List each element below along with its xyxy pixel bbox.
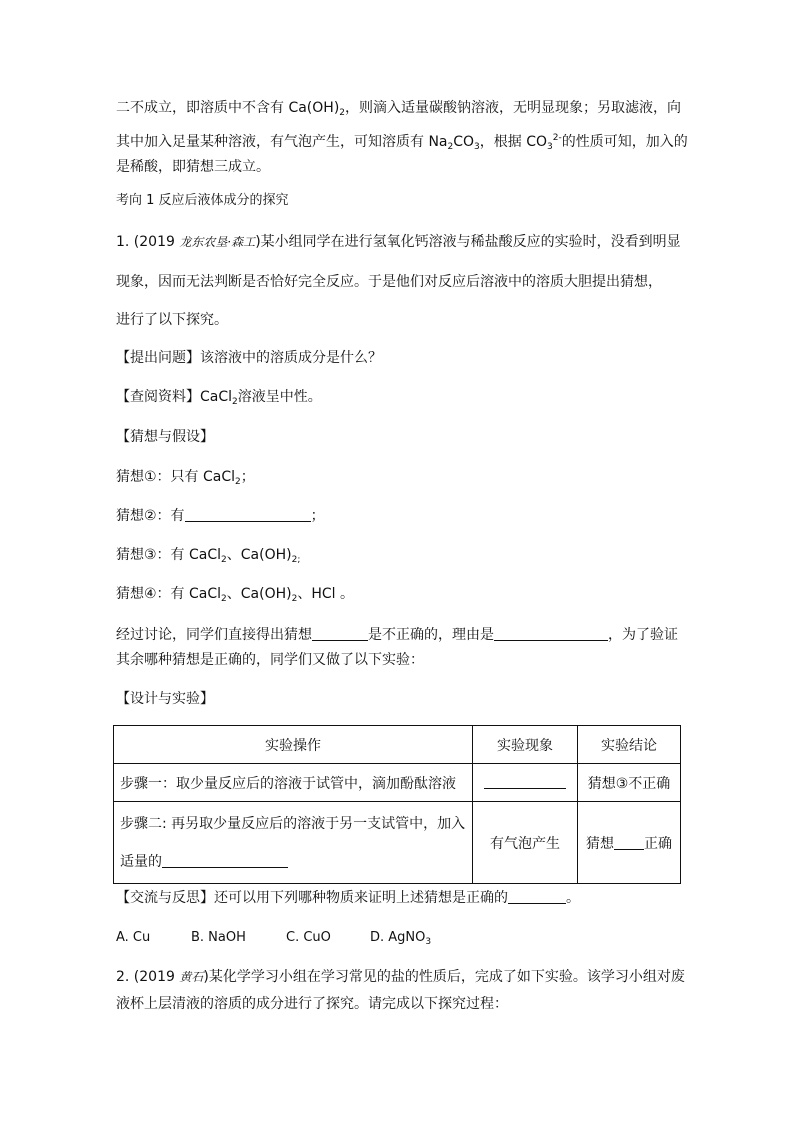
question-source: 黄石 xyxy=(179,970,204,984)
q1-line-1 xyxy=(116,232,681,252)
question-text: )某小组同学在进行氢氧化钙溶液与稀盐酸反应的实验时，没看到明显 xyxy=(255,234,681,250)
step2-operation-line2 xyxy=(120,843,466,881)
experiment-table xyxy=(113,725,681,884)
answer-blank[interactable] xyxy=(312,626,368,641)
answer-blank[interactable] xyxy=(185,507,311,522)
answer-blank[interactable] xyxy=(494,626,608,641)
info-text: 【查阅资料】CaCl xyxy=(116,389,233,405)
intro-text: 其中加入足量某种溶液，有气泡产生，可知溶质有 Na xyxy=(116,134,448,150)
reflection-text: 。 xyxy=(566,890,580,906)
hypothesis-text: 、HCl 。 xyxy=(297,586,354,602)
option-d[interactable] xyxy=(370,928,431,952)
hypothesis-4 xyxy=(116,584,354,609)
intro-line-2 xyxy=(116,128,688,157)
step1-conclusion: 猜想③不正确 xyxy=(578,764,681,802)
step2-text: 适量的 xyxy=(120,853,162,870)
table-header-row xyxy=(114,726,681,764)
discussion-text: 是不正确的，理由是 xyxy=(368,627,494,643)
subscript: 3 xyxy=(474,142,480,152)
answer-blank[interactable] xyxy=(162,853,288,868)
hypothesis-text: ； xyxy=(310,508,325,524)
subscript: 2 xyxy=(235,477,241,487)
option-d-text: D. AgNO xyxy=(370,930,426,945)
q1-line-2: 现象，因而无法判断是否恰好完全反应。于是他们对反应后溶液中的溶质大胆提出猜想， xyxy=(116,274,662,290)
hypothesis-1 xyxy=(116,467,255,492)
subscript: 2 xyxy=(447,142,454,152)
reflection-text: 【交流与反思】还可以用下列哪种物质来证明上述猜想是正确的 xyxy=(116,890,508,906)
hypothesis-text: 猜想③：有 CaCl xyxy=(116,547,222,563)
q1-line-3: 进行了以下探究。 xyxy=(116,312,228,328)
reflection xyxy=(116,888,580,908)
answer-blank[interactable] xyxy=(508,889,566,904)
discussion-line-1 xyxy=(116,625,678,645)
hypothesis-text: 猜想②：有 xyxy=(116,508,185,524)
q2-line-2: 液杯上层清液的溶质的成分进行了探究。请完成以下探究过程： xyxy=(116,996,508,1012)
discussion-line-2: 其余哪种猜想是正确的，同学们又做了以下实验： xyxy=(116,652,424,668)
hypothesis-text: 、Ca(OH) xyxy=(226,547,292,563)
q2-line-1 xyxy=(116,967,685,987)
subscript: 2 xyxy=(291,594,298,604)
intro-text: ，根据 CO xyxy=(479,134,548,150)
subscript: 2 xyxy=(232,397,238,407)
table-row xyxy=(114,764,681,802)
option-a[interactable]: A. Cu xyxy=(116,930,151,945)
step2-operation xyxy=(114,802,473,884)
discussion-text: 经过讨论，同学们直接得出猜想 xyxy=(116,627,312,643)
hypothesis-2 xyxy=(116,506,325,526)
intro-line-1 xyxy=(116,98,681,123)
intro-text: CO xyxy=(453,134,475,150)
step2-operation-line1: 步骤二: 再另取少量反应后的溶液于另一支试管中，加入 xyxy=(120,815,466,832)
subscript: 2 xyxy=(221,594,227,604)
hypothesis-3 xyxy=(116,545,300,570)
superscript: 2- xyxy=(552,133,562,143)
info-text: 溶液呈中性。 xyxy=(237,389,322,405)
subscript: 3 xyxy=(425,937,432,947)
question-number: 2. (2019 xyxy=(116,969,180,985)
design-title: 【设计与实验】 xyxy=(116,691,214,707)
question-number: 1. (2019 xyxy=(116,234,180,250)
q1-question: 【提出问题】该溶液中的溶质成分是什么？ xyxy=(116,350,382,366)
subscript: 2 xyxy=(221,555,227,565)
answer-blank[interactable] xyxy=(614,835,644,850)
conclusion-text: 正确 xyxy=(644,835,672,852)
question-source: 龙东农垦·森工 xyxy=(179,235,256,249)
hypothesis-text: 猜想④：有 CaCl xyxy=(116,586,222,602)
discussion-text: ，为了验证 xyxy=(608,627,678,643)
hypothesis-text: 猜想①：只有 CaCl xyxy=(116,469,236,485)
header-conclusion: 实验结论 xyxy=(578,726,681,764)
step1-phenomenon xyxy=(473,764,578,802)
hypothesis-text: 、Ca(OH) xyxy=(226,586,292,602)
intro-text: 二不成立，即溶质中不含有 Ca(OH) xyxy=(116,100,340,116)
hypothesis-title: 【猜想与假设】 xyxy=(116,429,214,445)
step1-operation: 步骤一：取少量反应后的溶液于试管中，滴加酚酞溶液 xyxy=(114,764,473,802)
intro-text: 的性质可知，加入的 xyxy=(561,134,688,150)
q1-info xyxy=(116,387,322,412)
answer-blank[interactable] xyxy=(484,774,566,789)
step2-conclusion xyxy=(578,802,681,884)
question-text: )某化学学习小组在学习常见的盐的性质后，完成了如下实验。该学习小组对废 xyxy=(203,969,685,985)
conclusion-text: 猜想 xyxy=(586,835,614,852)
option-c[interactable]: C. CuO xyxy=(286,930,331,945)
option-b[interactable]: B. NaOH xyxy=(191,930,246,945)
header-operation: 实验操作 xyxy=(114,726,473,764)
intro-text: ，则滴入适量碳酸钠溶液，无明显现象；另取滤液，向 xyxy=(345,100,682,116)
intro-line-3: 是稀酸，即猜想三成立。 xyxy=(116,159,270,175)
subscript: 3 xyxy=(547,142,553,152)
subscript: 2; xyxy=(291,555,301,565)
subscript: 2 xyxy=(339,108,346,118)
table-row xyxy=(114,802,681,884)
hypothesis-text: ； xyxy=(240,469,255,485)
header-phenomenon: 实验现象 xyxy=(473,726,578,764)
step2-phenomenon: 有气泡产生 xyxy=(473,802,578,884)
section-title: 考向 1 反应后液体成分的探究 xyxy=(116,193,289,208)
